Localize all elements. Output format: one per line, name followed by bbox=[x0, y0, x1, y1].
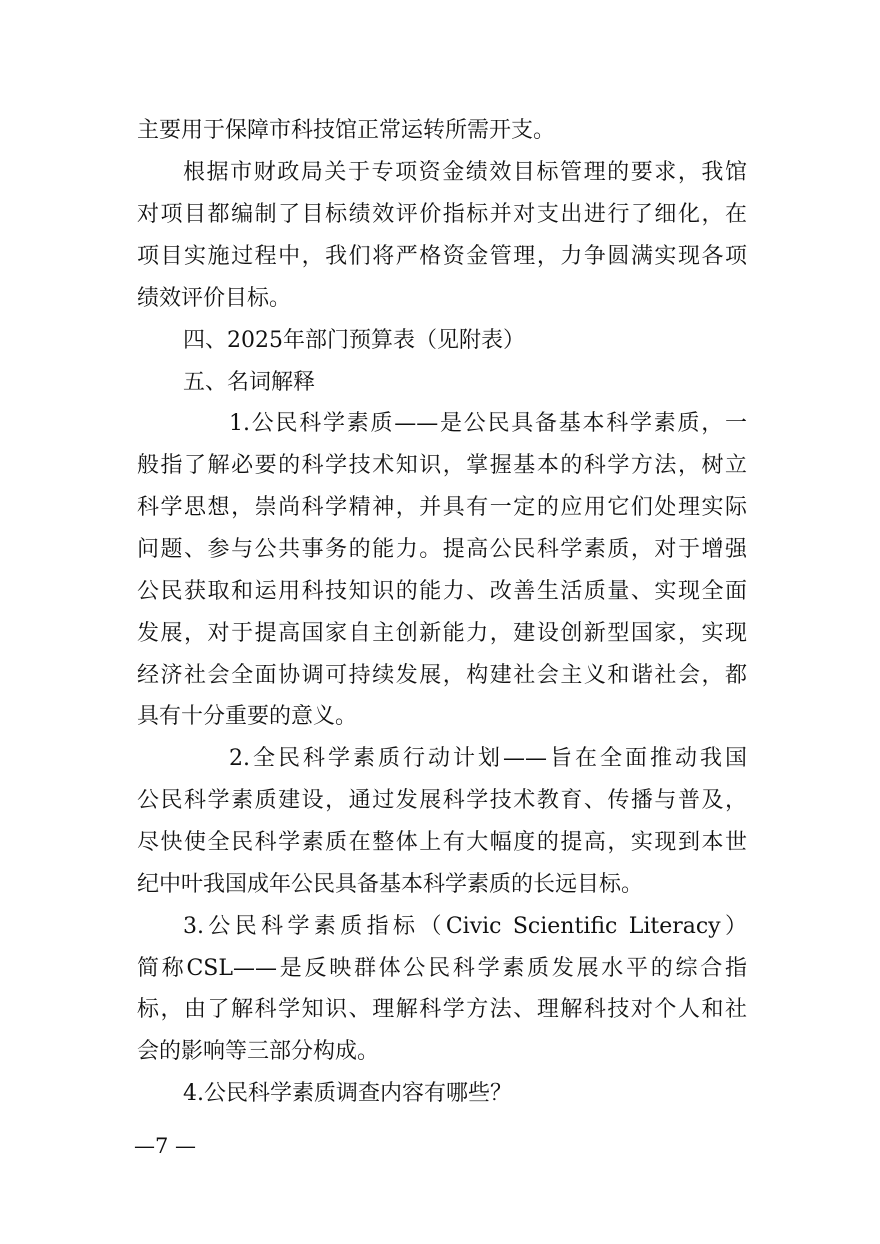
paragraph-line: 简称CSL——是反映群体公民科学素质发展水平的综合指 bbox=[137, 956, 747, 981]
glossary-item-2-line: 2.全民科学素质行动计划——旨在全面推动我国 bbox=[229, 746, 747, 771]
paragraph-line: 具有十分重要的意义。 bbox=[137, 704, 358, 729]
section-heading-budget-table: 四、2025年部门预算表（见附表） bbox=[183, 328, 525, 353]
paragraph-line: 项目实施过程中，我们将严格资金管理，力争圆满实现各项 bbox=[137, 244, 747, 269]
paragraph-line: 尽快使全民科学素质在整体上有大幅度的提高，实现到本世 bbox=[137, 830, 747, 855]
paragraph-line: 公民科学素质建设，通过发展科学技术教育、传播与普及， bbox=[137, 788, 747, 813]
paragraph-line: 根据市财政局关于专项资金绩效目标管理的要求，我馆 bbox=[183, 160, 747, 185]
paragraph-line: 科学思想，崇尚科学精神，并具有一定的应用它们处理实际 bbox=[137, 495, 747, 520]
paragraph-line: 会的影响等三部分构成。 bbox=[137, 1039, 380, 1064]
section-heading-glossary: 五、名词解释 bbox=[183, 370, 316, 395]
glossary-item-1-line: 1.公民科学素质——是公民具备基本科学素质，一 bbox=[229, 411, 747, 436]
paragraph-line: 发展，对于提高国家自主创新能力，建设创新型国家，实现 bbox=[137, 621, 747, 646]
paragraph-line: 纪中叶我国成年公民具备基本科学素质的长远目标。 bbox=[137, 872, 644, 897]
paragraph-line: 标，由了解科学知识、理解科学方法、理解科技对个人和社 bbox=[137, 997, 747, 1022]
paragraph-line: 问题、参与公共事务的能力。提高公民科学素质，对于增强 bbox=[137, 537, 747, 562]
page-number: —7 — bbox=[134, 1134, 197, 1158]
glossary-item-3-line: 3.公民科学素质指标（Civic Scientific Literacy） bbox=[183, 914, 747, 939]
paragraph-line: 经济社会全面协调可持续发展，构建社会主义和谐社会，都 bbox=[137, 663, 747, 688]
paragraph-line: 对项目都编制了目标绩效评价指标并对支出进行了细化，在 bbox=[137, 202, 747, 227]
paragraph-line: 主要用于保障市科技馆正常运转所需开支。 bbox=[137, 118, 556, 143]
paragraph-line: 绩效评价目标。 bbox=[137, 286, 292, 311]
paragraph-line: 般指了解必要的科学技术知识，掌握基本的科学方法，树立 bbox=[137, 453, 747, 478]
glossary-item-4-line: 4.公民科学素质调查内容有哪些？ bbox=[183, 1081, 512, 1106]
paragraph-line: 公民获取和运用科技知识的能力、改善生活质量、实现全面 bbox=[137, 579, 747, 604]
